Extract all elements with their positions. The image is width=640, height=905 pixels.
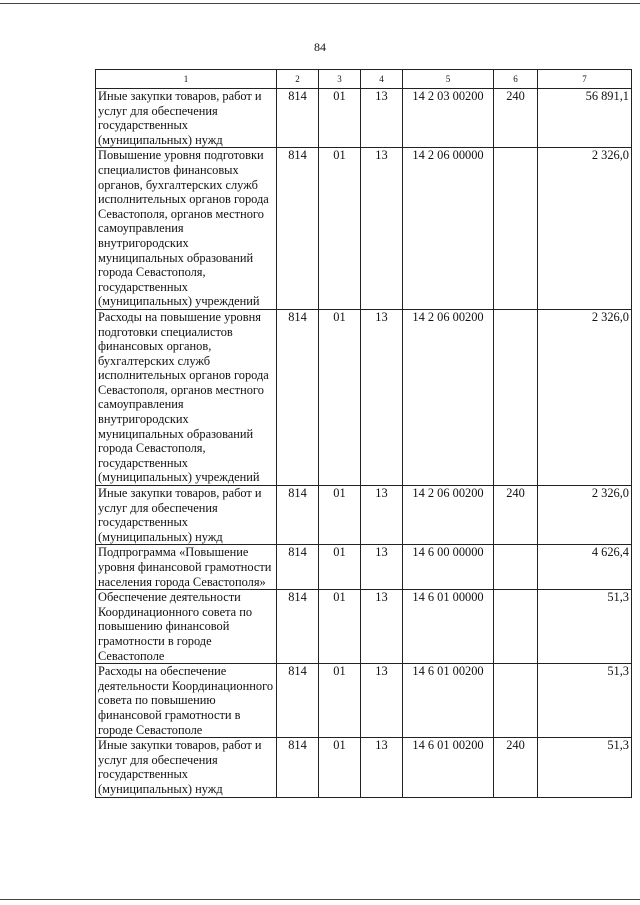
row-name: Обеспечение деятельности Координационного совета по повышению финансовой грамотности в городе Севастополе xyxy=(96,590,277,664)
row-col-3: 01 xyxy=(319,738,361,797)
row-name: Иные закупки товаров, работ и услуг для обеспечения государственных (муниципальных) нужд xyxy=(96,89,277,148)
row-col-4: 13 xyxy=(361,486,403,545)
row-col-6 xyxy=(494,545,538,590)
row-col-5: 14 2 06 00200 xyxy=(403,486,494,545)
row-col-7: 56 891,1 xyxy=(538,89,632,148)
row-name: Подпрограмма «Повышение уровня финансовой грамотности населения города Севастополя» xyxy=(96,545,277,590)
row-col-5: 14 6 01 00200 xyxy=(403,664,494,738)
row-col-3: 01 xyxy=(319,664,361,738)
row-col-6: 240 xyxy=(494,486,538,545)
row-col-5: 14 6 01 00000 xyxy=(403,590,494,664)
header-col-1: 1 xyxy=(96,70,277,89)
header-col-7: 7 xyxy=(538,70,632,89)
row-col-2: 814 xyxy=(277,486,319,545)
row-col-7: 51,3 xyxy=(538,590,632,664)
row-col-7: 51,3 xyxy=(538,664,632,738)
header-col-3: 3 xyxy=(319,70,361,89)
row-col-4: 13 xyxy=(361,89,403,148)
table-row xyxy=(96,486,632,545)
table-header-row xyxy=(96,70,632,89)
row-name: Иные закупки товаров, работ и услуг для обеспечения государственных (муниципальных) нужд xyxy=(96,738,277,797)
row-name: Расходы на повышение уровня подготовки специалистов финансовых органов, бухгалтерских служб исполнительных органов города Севастополя, органов местного самоуправления внутригородских муниципальных образований города Севастополя, государственных (муниципальных) учреждений xyxy=(96,309,277,485)
table-row xyxy=(96,89,632,148)
row-col-3: 01 xyxy=(319,590,361,664)
page-number: 84 xyxy=(314,40,326,54)
header-col-6: 6 xyxy=(494,70,538,89)
header-col-2: 2 xyxy=(277,70,319,89)
row-col-7: 4 626,4 xyxy=(538,545,632,590)
row-col-4: 13 xyxy=(361,545,403,590)
row-col-6 xyxy=(494,148,538,310)
header-col-5: 5 xyxy=(403,70,494,89)
row-col-7: 2 326,0 xyxy=(538,486,632,545)
row-col-6: 240 xyxy=(494,738,538,797)
row-col-3: 01 xyxy=(319,148,361,310)
row-col-7: 2 326,0 xyxy=(538,309,632,485)
row-col-3: 01 xyxy=(319,89,361,148)
row-col-5: 14 6 00 00000 xyxy=(403,545,494,590)
table-row xyxy=(96,664,632,738)
header-col-4: 4 xyxy=(361,70,403,89)
row-col-6 xyxy=(494,309,538,485)
row-name: Иные закупки товаров, работ и услуг для обеспечения государственных (муниципальных) нужд xyxy=(96,486,277,545)
row-name: Повышение уровня подготовки специалистов финансовых органов, бухгалтерских служб исполнительных органов города Севастополя, органов местного самоуправления внутригородских муниципальных образований города Севастополя, государственных (муниципальных) учреждений xyxy=(96,148,277,310)
row-col-6: 240 xyxy=(494,89,538,148)
row-col-3: 01 xyxy=(319,486,361,545)
row-col-2: 814 xyxy=(277,89,319,148)
scan-border-top xyxy=(0,3,640,4)
row-col-2: 814 xyxy=(277,738,319,797)
row-col-4: 13 xyxy=(361,664,403,738)
budget-table xyxy=(95,69,632,798)
row-col-2: 814 xyxy=(277,309,319,485)
table-row xyxy=(96,738,632,797)
row-col-2: 814 xyxy=(277,590,319,664)
row-col-2: 814 xyxy=(277,545,319,590)
table-row xyxy=(96,590,632,664)
row-col-4: 13 xyxy=(361,309,403,485)
row-col-6 xyxy=(494,664,538,738)
row-col-4: 13 xyxy=(361,590,403,664)
row-col-2: 814 xyxy=(277,148,319,310)
row-col-3: 01 xyxy=(319,309,361,485)
row-col-7: 51,3 xyxy=(538,738,632,797)
row-col-3: 01 xyxy=(319,545,361,590)
scan-border-bottom xyxy=(0,899,640,900)
row-name: Расходы на обеспечение деятельности Координационного совета по повышению финансовой грамотности в городе Севастополе xyxy=(96,664,277,738)
row-col-2: 814 xyxy=(277,664,319,738)
row-col-4: 13 xyxy=(361,148,403,310)
table-row xyxy=(96,309,632,485)
table-row xyxy=(96,148,632,310)
table-row xyxy=(96,545,632,590)
row-col-4: 13 xyxy=(361,738,403,797)
row-col-5: 14 2 03 00200 xyxy=(403,89,494,148)
row-col-6 xyxy=(494,590,538,664)
row-col-5: 14 2 06 00200 xyxy=(403,309,494,485)
row-col-7: 2 326,0 xyxy=(538,148,632,310)
row-col-5: 14 2 06 00000 xyxy=(403,148,494,310)
row-col-5: 14 6 01 00200 xyxy=(403,738,494,797)
